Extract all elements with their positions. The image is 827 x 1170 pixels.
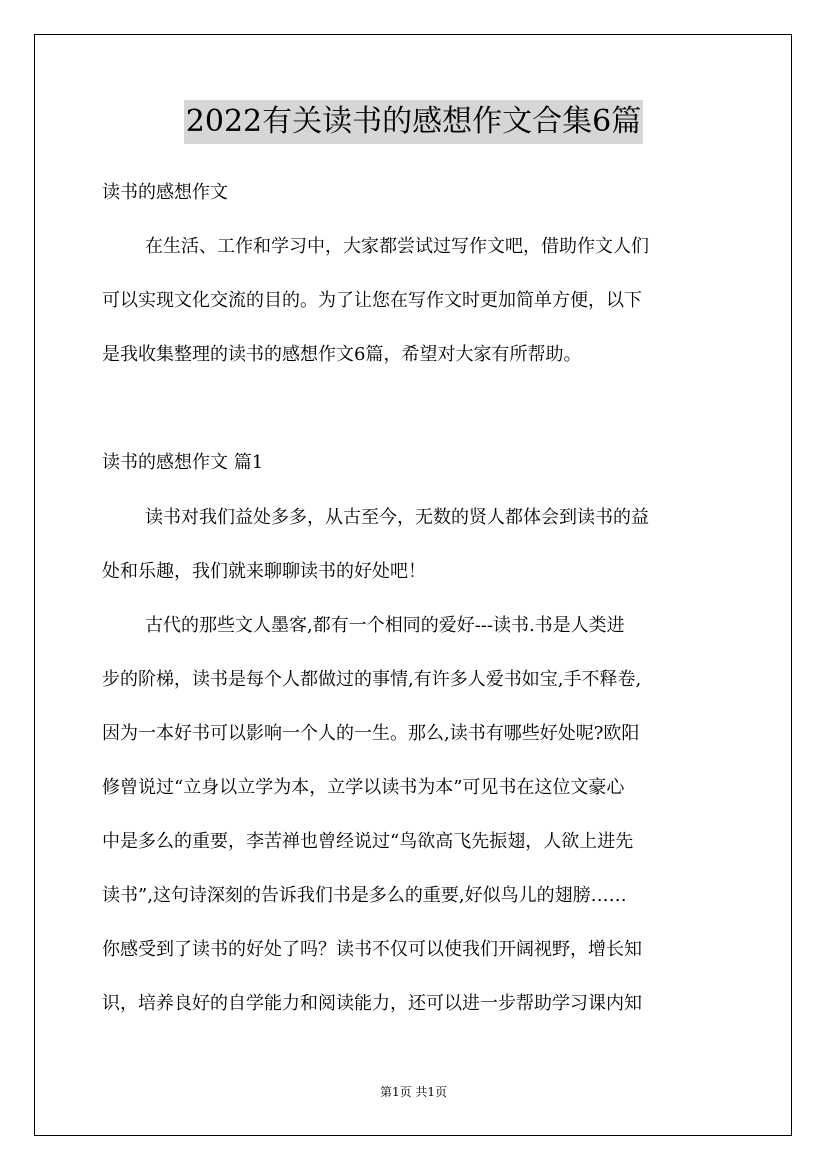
essay1-p2-line: 中是多么的重要，李苦禅也曾经说过“鸟欲高飞先振翅，人欲上进先 [102,831,634,852]
page-footer: 第1页 共1页 [379,1085,448,1099]
document-title: 2022有关读书的感想作文合集6篇 [184,100,643,144]
essay1-p2-line: 古代的那些文人墨客,都有一个相同的爱好---读书.书是人类进 [145,615,625,636]
essay1-p2-line: 识，培养良好的自学能力和阅读能力，还可以进一步帮助学习课内知 [102,993,642,1014]
essay1-heading: 读书的感想作文 篇1 [102,452,264,473]
essay1-p1-line: 处和乐趣，我们就来聊聊读书的好处吧！ [102,561,426,582]
essay1-p2-line: 因为一本好书可以影响一个人的一生。那么,读书有哪些好处呢?欧阳 [102,723,640,744]
intro-line: 在生活、工作和学习中，大家都尝试过写作文吧，借助作文人们 [145,236,649,257]
essay1-p2-line: 修曾说过“立身以立学为本，立学以读书为本”可见书在这位文豪心 [102,777,625,798]
title-wrap [0,100,827,144]
essay1-p1-line: 读书对我们益处多多，从古至今，无数的贤人都体会到读书的益 [145,507,649,528]
essay1-p2-line: 步的阶梯，读书是每个人都做过的事情,有许多人爱书如宝,手不释卷, [102,669,642,690]
intro-line: 可以实现文化交流的目的。为了让您在写作文时更加简单方便，以下 [102,290,642,311]
section-heading: 读书的感想作文 [102,182,228,203]
essay1-p2-line: 读书”,这句诗深刻的告诉我们书是多么的重要,好似鸟儿的翅膀…… [102,885,627,906]
intro-line: 是我收集整理的读书的感想作文6篇，希望对大家有所帮助。 [102,344,582,365]
essay1-p2-line: 你感受到了读书的好处了吗？读书不仅可以使我们开阔视野，增长知 [102,939,642,960]
